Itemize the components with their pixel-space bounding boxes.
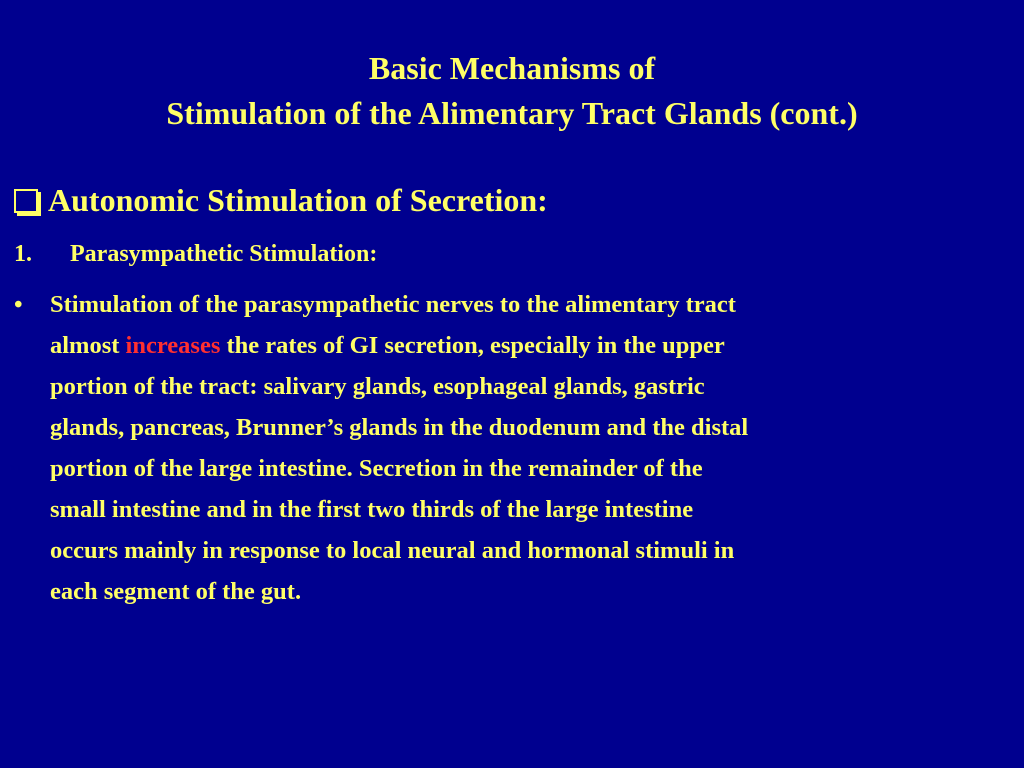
highlighted-word: increases (125, 332, 221, 359)
paragraph-line: small intestine and in the first two thirds of the large intestine (50, 496, 694, 523)
item-number: 1. (14, 241, 32, 267)
bullet-body (50, 284, 1004, 612)
paragraph-line: occurs mainly in response to local neural and hormonal stimuli in (50, 537, 735, 564)
bullet-dot-icon: • (14, 291, 23, 318)
section-heading (14, 178, 548, 222)
paragraph-line: portion of the tract: salivary glands, esophageal glands, gastric (50, 373, 705, 400)
slide-title (0, 46, 1024, 136)
title-line-2: Stimulation of the Alimentary Tract Glands (cont.) (166, 95, 858, 131)
numbered-item (14, 236, 377, 272)
paragraph-text: almost (50, 332, 126, 359)
section-heading-text: Autonomic Stimulation of Secretion: (48, 182, 548, 218)
paragraph-line (50, 325, 1004, 366)
checkbox-bullet-icon (14, 189, 38, 213)
title-line-1: Basic Mechanisms of (368, 50, 656, 86)
bullet-paragraph (14, 284, 1004, 612)
paragraph-line: Stimulation of the parasympathetic nerves to the alimentary tract (50, 291, 736, 318)
paragraph-line: glands, pancreas, Brunner’s glands in the duodenum and the distal (50, 414, 749, 441)
paragraph-text: the rates of GI secretion, especially in the upper (220, 332, 725, 359)
paragraph-line: portion of the large intestine. Secretion in the remainder of the (50, 455, 703, 482)
item-text: Parasympathetic Stimulation: (70, 241, 378, 267)
paragraph-line: each segment of the gut. (50, 578, 302, 605)
